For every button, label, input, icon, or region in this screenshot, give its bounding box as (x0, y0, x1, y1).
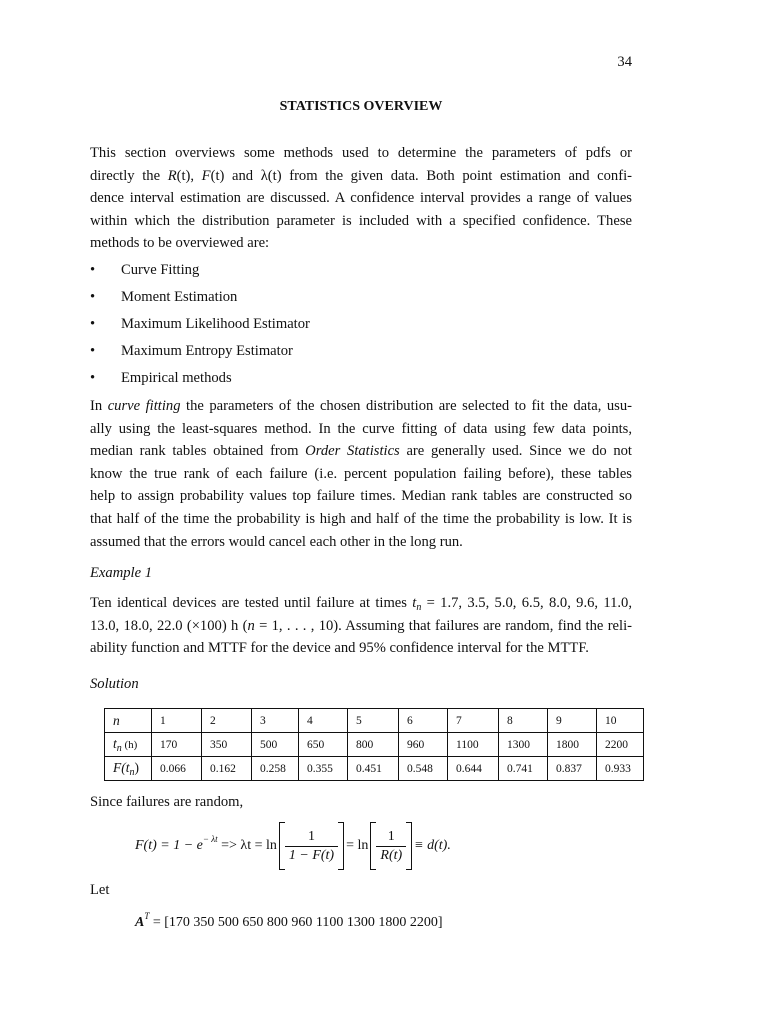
vector-transpose: T (144, 911, 150, 921)
intro-line: directly the R(t), F(t) and λ(t) from the given data. Both point estimation and confi- (90, 167, 632, 184)
table-cell: 0.933 (597, 757, 644, 781)
table-cell: 1 (152, 709, 202, 733)
bullet-symbol: • (90, 343, 96, 359)
table-cell: 0.451 (348, 757, 399, 781)
table-cell: 10 (597, 709, 644, 733)
table-cell: 500 (252, 733, 299, 757)
reliability-equation (135, 822, 451, 870)
paragraph-line: 13.0, 18.0, 22.0 (×100) h (n = 1, . . . , 10). Assuming that failures are random, find the reli- (90, 617, 632, 634)
solution-heading: Solution (90, 676, 139, 692)
example-heading: Example 1 (90, 565, 153, 581)
table-cell: 650 (299, 733, 348, 757)
table-cell: 1100 (448, 733, 499, 757)
table-cell: 1300 (499, 733, 548, 757)
table-cell: 170 (152, 733, 202, 757)
table-cell: 0.644 (448, 757, 499, 781)
table-cell: 4 (299, 709, 348, 733)
paragraph-line: help to assign probability values top failure times. Median rank tables are constructed so (90, 488, 632, 505)
bullet-symbol: • (90, 370, 96, 386)
table-cell: 0.066 (152, 757, 202, 781)
table-cell: 1800 (548, 733, 597, 757)
table-cell: 960 (399, 733, 448, 757)
table-cell: 8 (499, 709, 548, 733)
equation-implies: => (217, 838, 241, 854)
table-cell: 350 (202, 733, 252, 757)
table-cell: 0.258 (252, 757, 299, 781)
row-header-n: n (105, 709, 152, 733)
right-bracket (406, 822, 412, 870)
bullet-symbol: • (90, 316, 96, 332)
table-cell: 2 (202, 709, 252, 733)
curve-fitting-paragraph (90, 395, 632, 553)
equation-mid: λt = ln (240, 838, 277, 854)
paragraph-line: know the true rank of each failure (i.e. percent population failing before), these tables (90, 465, 632, 482)
paragraph-line: median rank tables obtained from Order Statistics are generally used. Since we do not (90, 443, 632, 460)
bullet-symbol: • (90, 289, 96, 305)
table-row (105, 709, 644, 733)
table-row (105, 733, 644, 757)
intro-line: This section overviews some methods used to determine the parameters of pdfs or (90, 145, 632, 161)
intro-line: within which the distribution parameter is included with a specified confidence. These (90, 212, 632, 229)
table-cell: 9 (548, 709, 597, 733)
vector-definition (135, 911, 443, 931)
document-page: 34 STATISTICS OVERVIEW This section overviews some methods used to determine the parameters of pdfs or directly the R(t), F(t) and λ(t) from the given data. Both point estimation and confi- dence interval estimation are discussed. A confidence interval provides a range of values within which the distribution parameter is included with a specified confidence. These methods to be overviewed are: • Curve Fitting • Moment Estimation • Maximum Likelihood Estimator • Maximum Entropy Estimator • Empirical methods In curve fitting the parameters of the chosen distribution are selected to fit the data, usu- ally using the least-squares method. In the curve fitting of data using few data points, median rank tables obtained from Order Statistics are generally used. Since we do not know the true rank of each failure (i.e. percent population failing before), these tables help to assign probability values top failure times. Median rank tables are constructed so that half of the time the probability is high and half of the time the probability is low. It is assumed that the errors would cancel each other in the long run. Example 1 Ten identical devices are tested until failure at times $t_n = 1.7$, 3.5, 5.0, 6.5, 8.0, 9.6, 11.0, 13.0, 18.0, 22.0 (×100) h (n = 1, . . . , 10). Assuming that failures are random, find the reli- ability function and MTTF for the device and 95% confidence interval for the MTTF. Solution n 1 2 3 4 5 6 7 8 9 10 $t_n$ (h) 170 350 500 650 800 960 1100 1300 1800 2200 $F(t_n)$ 0.066 0.162 0.258 0.355 0.451 0.548 0.644 0.741 0.837 0.933 Since failures are random, $F(t) = 1 - e^{- \lambda t} => \lambda t = \ln$ $\frac{1}{1 - F(t)}$ = ln $\frac{1}{R(t)}$ ≡ d(t). Let $A^T = [170$ 350 500 650 800 960 1100 1300 1800 2200] (0, 0, 768, 1024)
vector-values: = [170 350 500 650 800 960 1100 1300 1800 2200] (149, 915, 443, 930)
table-cell: 0.741 (499, 757, 548, 781)
paragraph-line: In curve fitting the parameters of the chosen distribution are selected to fit the data, usu- (90, 398, 632, 414)
table-row (105, 757, 644, 781)
paragraph-line: Ten identical devices are tested until failure at times $t_n = 1.7$, 3.5, 5.0, 6.5, 8.0, 9.6, 11.0, (90, 595, 632, 613)
row-header-f: $F(t_n)$ (105, 757, 152, 781)
vector-name: A (135, 915, 145, 930)
table-cell: 2200 (597, 733, 644, 757)
paragraph-line: assumed that the errors would cancel each other in the long run. (90, 533, 463, 550)
intro-line: methods to be overviewed are: (90, 235, 270, 252)
table-cell: 0.548 (399, 757, 448, 781)
equation-exponent: − λt (202, 834, 218, 845)
page-number: 34 (617, 54, 632, 70)
table-cell: 800 (348, 733, 399, 757)
right-bracket (338, 822, 344, 870)
intro-line: dence interval estimation are discussed. A confidence interval provides a range of values (90, 190, 632, 207)
table-cell: 6 (399, 709, 448, 733)
table-cell: 5 (348, 709, 399, 733)
equation-eq2: = ln (346, 838, 369, 854)
let-text: Let (90, 882, 110, 898)
failure-data-table (104, 708, 644, 781)
fraction-2: $\frac{1}{R(t)}$ (376, 828, 406, 865)
fraction-1: $\frac{1}{1 - F(t)}$ (285, 828, 338, 865)
section-title: STATISTICS OVERVIEW (279, 99, 443, 114)
table-cell: 0.355 (299, 757, 348, 781)
bullet-symbol: • (90, 262, 96, 278)
table-cell: 7 (448, 709, 499, 733)
table-cell: 3 (252, 709, 299, 733)
table-cell: 0.162 (202, 757, 252, 781)
paragraph-line: ally using the least-squares method. In the curve fitting of data using few data points, (90, 420, 632, 437)
since-text: Since failures are random, (90, 794, 244, 810)
table-cell: 0.837 (548, 757, 597, 781)
paragraph-line: ability function and MTTF for the device and 95% confidence interval for the MTTF. (90, 640, 589, 657)
equation-rhs: ≡ d(t). (414, 838, 451, 854)
row-header-t: $t_n$ (h) (105, 733, 152, 757)
intro-paragraph (90, 142, 632, 255)
paragraph-line: that half of the time the probability is high and half of the time the probability is low. It is (90, 510, 632, 527)
equation-lhs: F(t) = 1 − e (135, 838, 203, 854)
example-paragraph (90, 592, 632, 660)
